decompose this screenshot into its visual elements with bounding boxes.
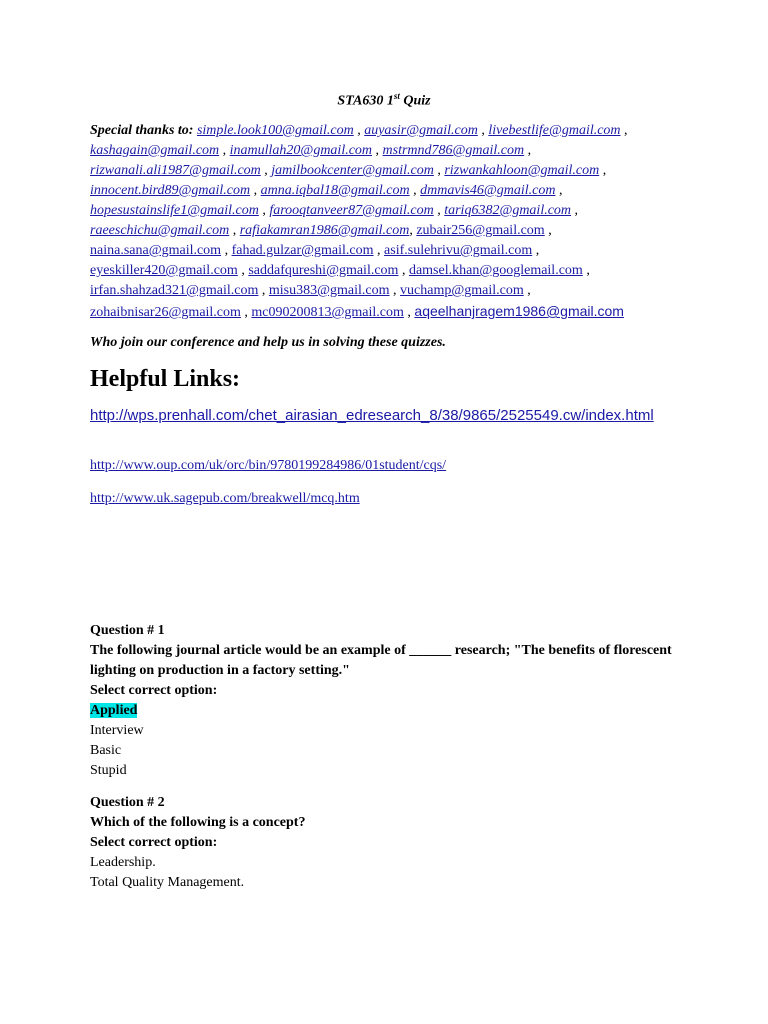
option-item: Total Quality Management. xyxy=(90,875,245,890)
thanks-paragraph: Special thanks to: simple.look100@gmail.com , auyasir@gmail.com , livebestlife@gmail.com , kashagain@gmail.com , inamullah20@gmail.com , mstrmnd786@gmail.com , rizwanali.ali1987@gmail.com , jamilbookcenter@gmail.com , rizwankahloon@gmail.com , innocent.bird89@gmail.com , amna.iqbal18@gmail.com , dmmavis46@gmail.com , hopesustainslife1@gmail.com , farooqtanveer87@gmail.com , tariq6382@gmail.com , raeeschichu@gmail.com , rafiakamran1986@gmail.com, zubair256@gmail.com , naina.sana@gmail.com , fahad.gulzar@gmail.com , asif.sulehrivu@gmail.com , eyeskiller420@gmail.com , saddafqureshi@gmail.com , damsel.khan@googlemail.com , irfan.shahzad321@gmail.com , misu383@gmail.com , vuchamp@gmail.com , zohaibnisar26@gmail.com , mc090200813@gmail.com , aqeelhanjragem1986@gmail.com xyxy=(90,123,628,320)
email-link[interactable]: dmmavis46@gmail.com xyxy=(420,183,556,198)
email-link[interactable]: simple.look100@gmail.com xyxy=(196,123,354,138)
link-block xyxy=(90,406,690,426)
question-text: The following journal article would be an example of ______ research; "The benefits of florescent lighting on production in a factory setting." xyxy=(90,643,672,678)
email-link[interactable]: zubair256@gmail.com xyxy=(416,223,545,238)
email-link[interactable]: livebestlife@gmail.com xyxy=(488,123,621,138)
question-block xyxy=(90,793,690,893)
select-prompt: Select correct option: xyxy=(90,683,218,698)
email-link[interactable]: aqeelhanjragem1986@gmail.com xyxy=(414,303,624,319)
option-item: Interview xyxy=(90,723,144,738)
email-link[interactable]: jamilbookcenter@gmail.com xyxy=(271,163,434,178)
question-text: Which of the following is a concept? xyxy=(90,815,306,830)
email-link[interactable]: hopesustainslife1@gmail.com xyxy=(90,203,259,218)
helpful-links-heading: Helpful Links: xyxy=(90,366,241,392)
thanks-label: Special thanks to: xyxy=(90,123,194,138)
select-prompt: Select correct option: xyxy=(90,835,218,850)
helpful-link[interactable]: http://www.oup.com/uk/orc/bin/9780199284986/01student/cqs/ xyxy=(90,458,447,473)
email-link[interactable]: amna.iqbal18@gmail.com xyxy=(260,183,410,198)
email-link[interactable]: rizwankahloon@gmail.com xyxy=(444,163,600,178)
email-link[interactable]: mc090200813@gmail.com xyxy=(251,305,404,320)
email-link[interactable]: asif.sulehrivu@gmail.com xyxy=(384,243,533,258)
email-link[interactable]: inamullah20@gmail.com xyxy=(229,143,373,158)
option-item: Basic xyxy=(90,743,122,758)
email-link[interactable]: misu383@gmail.com xyxy=(268,283,390,298)
option-item: Stupid xyxy=(90,763,127,778)
conference-note: Who join our conference and help us in solving these quizzes. xyxy=(90,335,446,350)
email-link[interactable]: irfan.shahzad321@gmail.com xyxy=(90,283,259,298)
email-link[interactable]: fahad.gulzar@gmail.com xyxy=(231,243,374,258)
helpful-link[interactable]: http://www.uk.sagepub.com/breakwell/mcq.htm xyxy=(90,491,360,506)
email-link[interactable]: auyasir@gmail.com xyxy=(364,123,478,138)
email-link[interactable]: naina.sana@gmail.com xyxy=(90,243,222,258)
email-link[interactable]: kashagain@gmail.com xyxy=(90,143,220,158)
question-heading: Question # 2 xyxy=(90,795,165,810)
email-link[interactable]: raeeschichu@gmail.com xyxy=(90,223,230,238)
option-item: Leadership. xyxy=(90,855,156,870)
email-link[interactable]: farooqtanveer87@gmail.com xyxy=(269,203,434,218)
email-link[interactable]: eyeskiller420@gmail.com xyxy=(90,263,238,278)
email-link[interactable]: vuchamp@gmail.com xyxy=(400,283,524,298)
email-link[interactable]: tariq6382@gmail.com xyxy=(444,203,572,218)
link-block xyxy=(90,491,360,507)
email-link[interactable]: rafiakamran1986@gmail.com xyxy=(239,223,410,238)
link-block xyxy=(90,458,446,474)
question-block xyxy=(90,621,690,781)
page-title: STA630 1st Quiz xyxy=(337,91,431,109)
email-link[interactable]: rizwanali.ali1987@gmail.com xyxy=(90,163,261,178)
email-link[interactable]: zohaibnisar26@gmail.com xyxy=(90,305,241,320)
email-link[interactable]: saddafqureshi@gmail.com xyxy=(248,263,399,278)
question-heading: Question # 1 xyxy=(90,623,165,638)
helpful-link[interactable]: http://wps.prenhall.com/chet_airasian_edresearch_8/38/9865/2525549.cw/index.html xyxy=(90,407,654,424)
email-link[interactable]: damsel.khan@googlemail.com xyxy=(408,263,583,278)
option-item xyxy=(90,701,690,721)
email-link[interactable]: mstrmnd786@gmail.com xyxy=(382,143,525,158)
correct-option: Applied xyxy=(90,703,138,718)
email-link[interactable]: innocent.bird89@gmail.com xyxy=(90,183,251,198)
